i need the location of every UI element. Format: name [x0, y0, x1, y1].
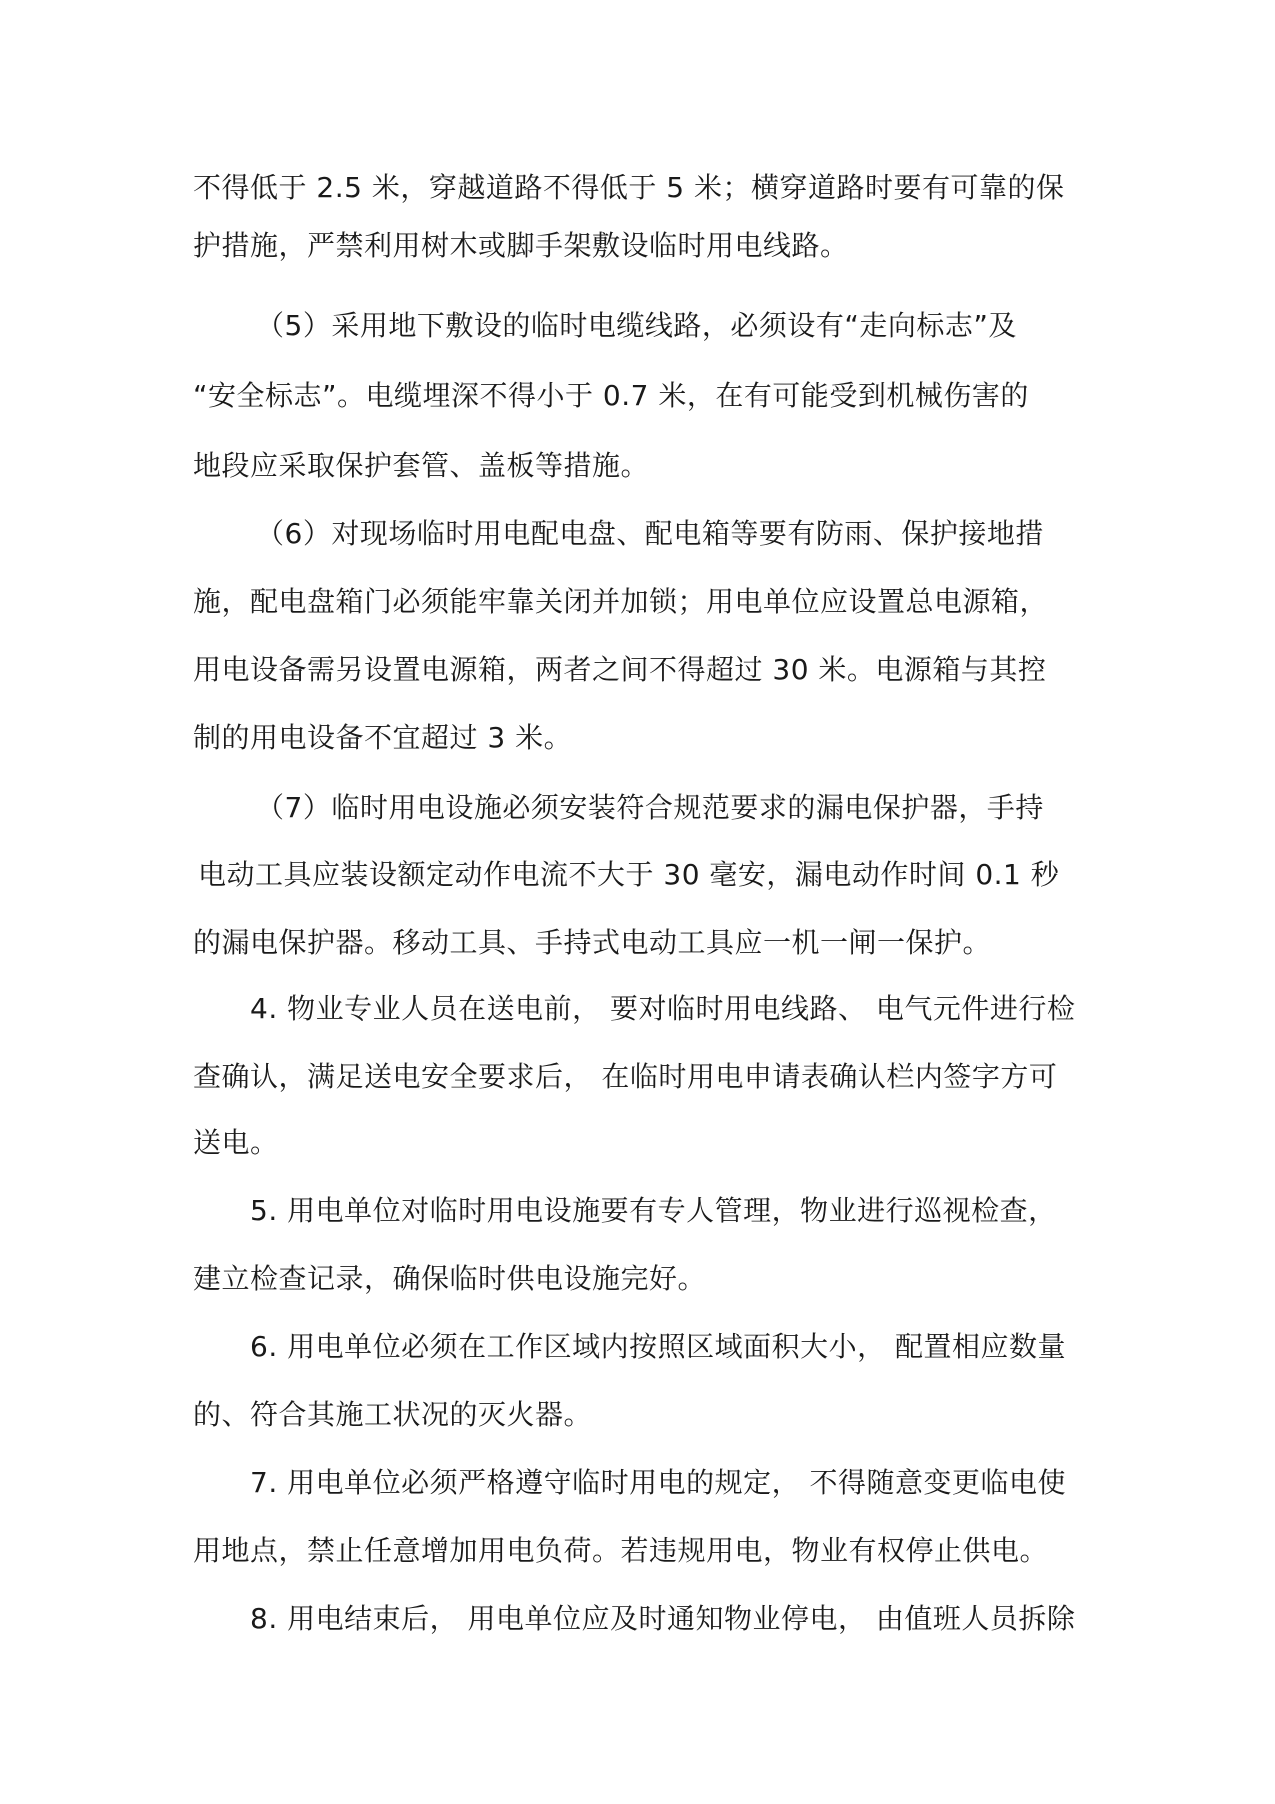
text-line: 地段应采取保护套管、盖板等措施。 [193, 449, 650, 482]
text-line: 制的用电设备不宜超过 3 米。 [193, 721, 573, 754]
text-line: 6. 用电单位必须在工作区域内按照区域面积大小， 配置相应数量 [250, 1330, 1067, 1363]
text-line: 施，配电盘箱门必须能牢靠关闭并加锁；用电单位应设置总电源箱， [193, 585, 1049, 618]
text-line: 送电。 [193, 1126, 279, 1159]
text-line: 5. 用电单位对临时用电设施要有专人管理，物业进行巡视检查， [250, 1194, 1057, 1227]
text-line: 建立检查记录，确保临时供电设施完好。 [193, 1262, 707, 1295]
text-line: 用电设备需另设置电源箱，两者之间不得超过 30 米。电源箱与其控 [193, 653, 1047, 686]
text-line: 查确认，满足送电安全要求后， 在临时用电申请表确认栏内签字方可 [193, 1060, 1058, 1093]
text-line: 的漏电保护器。移动工具、手持式电动工具应一机一闸一保护。 [193, 926, 992, 959]
text-line: 7. 用电单位必须严格遵守临时用电的规定， 不得随意变更临电使 [250, 1466, 1067, 1499]
text-line: “安全标志”。电缆埋深不得小于 0.7 米，在有可能受到机械伤害的 [193, 379, 1029, 412]
text-line: 8. 用电结束后， 用电单位应及时通知物业停电， 由值班人员拆除 [250, 1602, 1076, 1635]
text-line: 护措施，严禁利用树木或脚手架敷设临时用电线路。 [193, 229, 849, 262]
text-line: （6）对现场临时用电配电盘、配电箱等要有防雨、保护接地措 [256, 517, 1044, 550]
text-line: 的、符合其施工状况的灭火器。 [193, 1398, 593, 1431]
text-line: 电动工具应装设额定动作电流不大于 30 毫安，漏电动作时间 0.1 秒 [198, 858, 1060, 891]
text-line: （7）临时用电设施必须安装符合规范要求的漏电保护器，手持 [256, 791, 1044, 824]
text-line: 4. 物业专业人员在送电前， 要对临时用电线路、 电气元件进行检 [250, 992, 1076, 1025]
text-line: 用地点，禁止任意增加用电负荷。若违规用电，物业有权停止供电。 [193, 1534, 1049, 1567]
text-line: 不得低于 2.5 米，穿越道路不得低于 5 米；横穿道路时要有可靠的保 [193, 171, 1065, 204]
text-line: （5）采用地下敷设的临时电缆线路，必须设有“走向标志”及 [256, 309, 1017, 342]
